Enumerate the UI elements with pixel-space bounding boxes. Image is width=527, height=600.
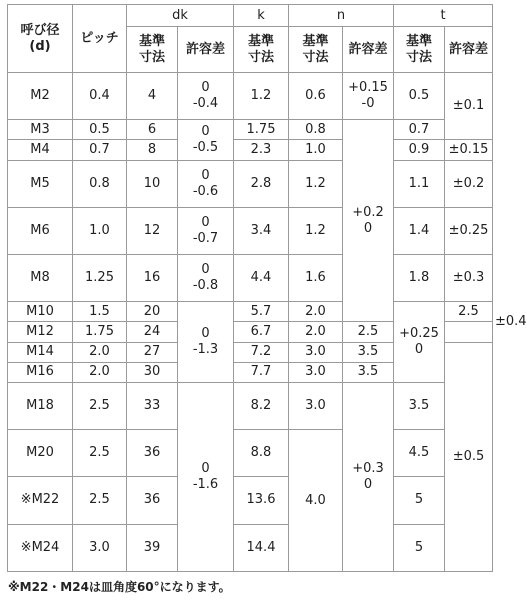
k-size-cell: 8.2 (234, 382, 289, 429)
n-size-cell: 1.0 (289, 140, 343, 160)
table-row (8, 207, 493, 254)
table-row (8, 255, 493, 302)
t-size-cell: 3.5 (343, 362, 394, 382)
n-size-cell: 1.6 (289, 255, 343, 302)
screw-dimension-table (7, 4, 527, 572)
dk-size-cell: 8 (127, 140, 178, 160)
table-row (8, 477, 493, 524)
t-tolerance-header: 許容差 (445, 27, 493, 73)
dk-size-cell: 33 (127, 382, 178, 429)
pitch-cell: 2.0 (73, 342, 127, 362)
dk-tolerance-cell: 0 -0.6 (178, 160, 234, 207)
dk-tolerance-cell: 0 -0.4 (178, 73, 234, 120)
table-row (8, 160, 493, 207)
table-row (8, 524, 493, 571)
t-group-header: t (394, 5, 493, 27)
k-size-cell: 2.8 (234, 160, 289, 207)
pitch-cell: 1.5 (73, 302, 127, 322)
t-size-cell: 3.5 (394, 382, 445, 429)
pitch-cell: 0.4 (73, 73, 127, 120)
nominal-diameter-symbol: (d) (29, 38, 51, 54)
n-size-cell: 3.0 (289, 382, 343, 429)
dk-size-cell: 36 (127, 430, 178, 477)
pitch-cell: 3.0 (73, 524, 127, 571)
k-size-cell: 2.3 (234, 140, 289, 160)
k-base-size-header: 基準 寸法 (234, 27, 289, 73)
n-tolerance-cell: +0.25 0 (394, 302, 445, 382)
t-tolerance-cell: ±0.2 (445, 160, 493, 207)
n-size-cell: 0.8 (289, 120, 343, 140)
pitch-cell: 0.5 (73, 120, 127, 140)
table-row (8, 140, 493, 160)
pitch-cell: 1.75 (73, 322, 127, 342)
table-row (8, 430, 493, 477)
nominal-diameter-cell: ※M24 (8, 524, 73, 571)
nominal-diameter-cell: M2 (8, 73, 73, 120)
k-size-cell: 1.2 (234, 73, 289, 120)
k-group-header: k (234, 5, 289, 27)
n-size-cell: 3.0 (289, 342, 343, 362)
t-size-cell: 0.7 (394, 120, 445, 140)
table-row (8, 73, 493, 120)
k-size-cell: 6.7 (234, 322, 289, 342)
t-size-cell: 5 (394, 524, 445, 571)
pitch-cell: 1.0 (73, 207, 127, 254)
pitch-cell: 0.7 (73, 140, 127, 160)
k-size-cell: 5.7 (234, 302, 289, 322)
dk-size-cell: 10 (127, 160, 178, 207)
dk-size-cell: 20 (127, 302, 178, 322)
n-tolerance-header: 許容差 (343, 27, 394, 73)
t-size-cell: 3.5 (343, 342, 394, 362)
t-tolerance-cell: ±0.1 (445, 73, 493, 140)
pitch-cell: 1.25 (73, 255, 127, 302)
n-size-cell: 2.0 (289, 322, 343, 342)
pitch-cell: 2.0 (73, 362, 127, 382)
pitch-cell: 2.5 (73, 477, 127, 524)
n-tolerance-cell: +0.3 0 (343, 382, 394, 571)
dk-tolerance-cell: 0 -0.8 (178, 255, 234, 302)
table-row (8, 382, 493, 429)
n-tolerance-cell: +0.15 -0 (343, 73, 394, 120)
dk-tolerance-cell: 0 -1.6 (178, 382, 234, 571)
dk-size-cell: 6 (127, 120, 178, 140)
t-tolerance-cell: ±0.25 (445, 207, 493, 254)
dk-size-cell: 4 (127, 73, 178, 120)
nominal-diameter-cell: M3 (8, 120, 73, 140)
t-size-cell: 0.9 (394, 140, 445, 160)
n-size-cell: 2.0 (289, 302, 343, 322)
k-size-cell: 7.2 (234, 342, 289, 362)
dk-size-cell: 12 (127, 207, 178, 254)
n-size-cell: 0.6 (289, 73, 343, 120)
n-base-size-header: 基準 寸法 (289, 27, 343, 73)
n-size-cell: 4.0 (289, 430, 343, 572)
k-size-cell: 3.4 (234, 207, 289, 254)
t-size-cell: 0.5 (394, 73, 445, 120)
table-row (8, 120, 493, 140)
dk-size-cell: 36 (127, 477, 178, 524)
n-size-cell: 1.2 (289, 160, 343, 207)
t-size-cell: 5 (394, 477, 445, 524)
dk-size-cell: 27 (127, 342, 178, 362)
dk-size-cell: 24 (127, 322, 178, 342)
dk-size-cell: 30 (127, 362, 178, 382)
k-size-cell: 14.4 (234, 524, 289, 571)
k-size-cell: 8.8 (234, 430, 289, 477)
nominal-diameter-cell: M5 (8, 160, 73, 207)
pitch-cell: 0.8 (73, 160, 127, 207)
nominal-diameter-cell: M8 (8, 255, 73, 302)
dk-tolerance-header: 許容差 (178, 27, 234, 73)
t-size-cell: 1.8 (394, 255, 445, 302)
pitch-cell: 2.5 (73, 382, 127, 429)
nominal-diameter-cell: M14 (8, 342, 73, 362)
dk-size-cell: 16 (127, 255, 178, 302)
dk-tolerance-cell: 0 -0.5 (178, 120, 234, 160)
t-tolerance-cell: ±0.3 (445, 255, 493, 302)
dk-tolerance-cell: 0 -0.7 (178, 207, 234, 254)
nominal-diameter-cell: M18 (8, 382, 73, 429)
t-base-size-header: 基準 寸法 (394, 27, 445, 73)
k-size-cell: 1.75 (234, 120, 289, 140)
nominal-diameter-cell: M12 (8, 322, 73, 342)
n-size-cell: 1.2 (289, 207, 343, 254)
k-size-cell: 4.4 (234, 255, 289, 302)
t-size-cell: 1.1 (394, 160, 445, 207)
n-tolerance-cell: +0.2 0 (343, 120, 394, 322)
t-size-cell: 2.5 (445, 302, 493, 322)
nominal-diameter-cell: M6 (8, 207, 73, 254)
n-size-cell: 3.0 (289, 362, 343, 382)
n-group-header: n (289, 5, 394, 27)
t-tolerance-cell: ±0.5 (445, 342, 493, 571)
pitch-cell: 2.5 (73, 430, 127, 477)
t-tolerance-cell: ±0.15 (445, 140, 493, 160)
nominal-diameter-cell: ※M22 (8, 477, 73, 524)
dk-base-size-header: 基準 寸法 (127, 27, 178, 73)
nominal-diameter-cell: M20 (8, 430, 73, 477)
nominal-diameter-header (8, 5, 73, 73)
t-size-cell: 4.5 (394, 430, 445, 477)
nominal-diameter-label: 呼び径 (20, 22, 60, 38)
footnote: ※M22・M24は皿角度60°になります。 (8, 580, 231, 594)
t-size-cell: 1.4 (394, 207, 445, 254)
k-size-cell: 13.6 (234, 477, 289, 524)
nominal-diameter-cell: M4 (8, 140, 73, 160)
dk-tolerance-cell: 0 -1.3 (178, 302, 234, 382)
nominal-diameter-cell: M16 (8, 362, 73, 382)
k-size-cell: 7.7 (234, 362, 289, 382)
nominal-diameter-cell: M10 (8, 302, 73, 322)
table-row: M10 1.5 20 0 -1.3 5.7 2.0 +0.25 0 2.5 ±0.4 (8, 302, 493, 322)
t-size-cell: 2.5 (343, 322, 394, 342)
dk-group-header: dk (127, 5, 234, 27)
dk-size-cell: 39 (127, 524, 178, 571)
pitch-header: ピッチ (73, 5, 127, 73)
